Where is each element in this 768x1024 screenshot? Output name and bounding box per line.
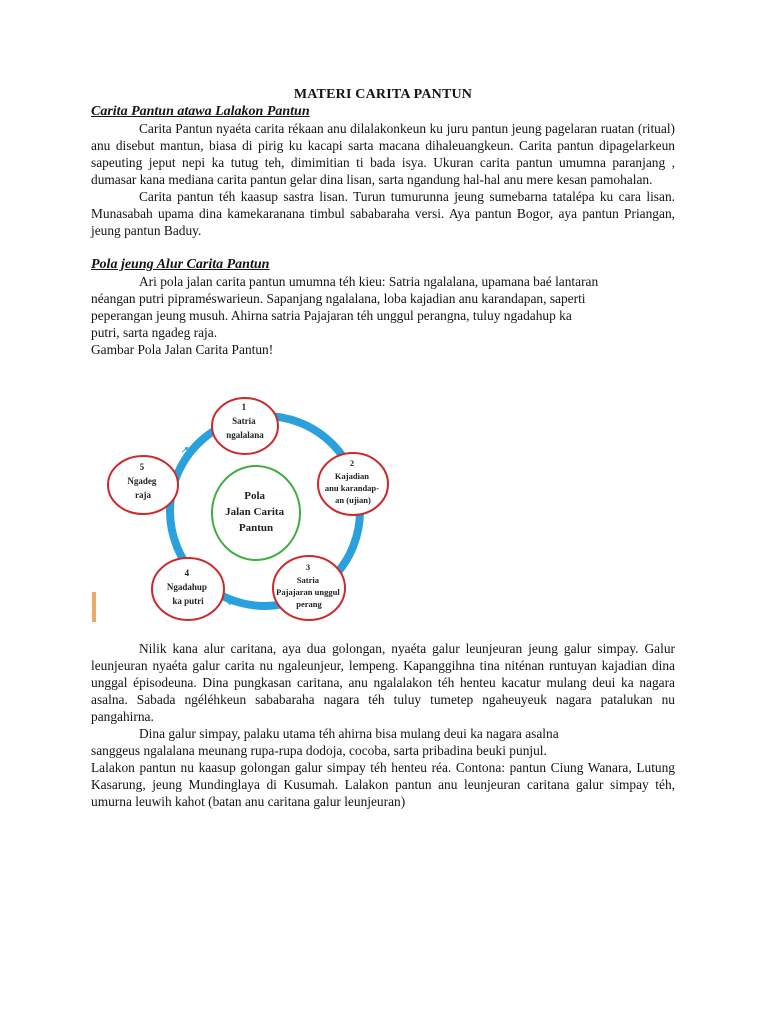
center-label-line-2: Jalan Carita [225,506,285,518]
node-4 [152,558,224,620]
center-label-line-3: Pantun [238,522,274,534]
node-5 [108,456,178,514]
paragraph-sastra-lisan: Carita pantun téh kaasup sastra lisan. Turun tumurunna jeung sumebarna tatalépa ku cara lisan. Munasabah upama dina kamekaranana timbul sababaraha versi. Aya pantun Bogor, aya pantun Priangan, jeung pantun Baduy. [91,189,675,238]
document-lower-section [91,640,675,810]
center-label-line-1: Pola [244,490,266,502]
node-1-line-2: ngalalana [226,430,264,440]
paragraph-pola-line-1: Ari pola jalan carita pantun umumna téh kieu: Satria ngalalana, upamana baé lantaran [139,274,599,289]
node-1 [212,398,278,454]
node-4-number: 4 [184,568,190,578]
node-4-line-1: Ngadahup [166,582,207,592]
node-3-line-3: perang [296,599,322,609]
paragraph-pola-line-4: putri, sarta ngadeg raja. [91,325,218,340]
node-2-line-1: Kajadian [334,471,369,481]
node-5-line-1: Ngadeg [127,476,157,486]
margin-marker [92,592,96,622]
paragraph-simpay-line-2: sanggeus ngalalana meunang rupa-rupa dodoja, cocoba, sarta pribadina beuki punjul. [91,743,547,758]
page-title: MATERI CARITA PANTUN [293,87,473,102]
paragraph-pola-line-2: néangan putri pipraméswarieun. Sapanjang ngalalana, loba kajadian anu karandapan, saperti [91,291,586,306]
node-2 [318,453,388,515]
node-3-line-1: Satria [296,575,320,585]
node-2-number: 2 [349,458,355,468]
section-heading-pola-alur: Pola jeung Alur Carita Pantun [91,257,270,272]
pola-jalan-diagram [88,388,428,628]
node-2-line-3: an (ujian) [335,495,371,505]
node-3-number: 3 [305,562,311,572]
node-1-number: 1 [241,402,247,412]
section-heading-carita-pantun: Carita Pantun atawa Lalakon Pantun [91,104,310,119]
node-5-line-2: raja [135,490,151,500]
node-1-line-1: Satria [232,416,256,426]
paragraph-galur: Nilik kana alur caritana, aya dua golongan, nyaéta galur leunjeuran jeung galur simpay. Galur leunjeuran nyaéta galur carita nu ngaleunjeur, lempeng. Kapanggihna tina niténan runtuyan kajadian dina unggal épisodeuna. Dina pungkasan caritana, anu ngalalakon téh henteu kacatur mulang deui ka nagara asalna. Sabada ngéléhkeun sababaraha nagara téh tuluy tumetep ngaheuyeuk nagara patalukan nu pangahirna. [91,641,675,724]
node-3 [273,556,345,620]
node-5-number: 5 [139,462,145,472]
paragraph-definition: Carita Pantun nyaéta carita rékaan anu dilalakonkeun ku juru pantun jeung pagelaran ruatan (ritual) anu disebut mantun, biasa di pirig ku kacapi sarta macana dihaleuangkeun. Carita pantun dipagelarkeun sapeuting jeput nepi ka tutug teh, dimimitian ti bada isya. Ukuran carita pantun umumna paranjang , dumasar kana mediana carita pantun gelar dina lisan, sarta ngandung hal-hal anu mere kesan pamohalan. [91,121,675,187]
node-4-line-2: ka putri [172,596,204,606]
document-page [91,86,675,358]
paragraph-lalakon: Lalakon pantun nu kaasup golongan galur simpay téh henteu réa. Contona: pantun Ciung Wanara, Lutung Kasarung, jeung Mundinglaya di Kusumah. Lalakon pantun anu leunjeuran caritana galur simpay téh, umurna leuwih kahot (batan anu caritana galur leunjeuran) [91,760,675,809]
paragraph-pola-line-3: peperangan jeung musuh. Ahirna satria Pajajaran téh unggul perangna, tuluy ngadahup ka [91,308,572,323]
node-2-line-2: anu karandap- [324,483,379,493]
figure-caption: Gambar Pola Jalan Carita Pantun! [91,342,274,357]
paragraph-simpay-line-1: Dina galur simpay, palaku utama téh ahirna bisa mulang deui ka nagara asalna [139,726,559,741]
node-3-line-2: Pajajaran unggul [276,587,340,597]
